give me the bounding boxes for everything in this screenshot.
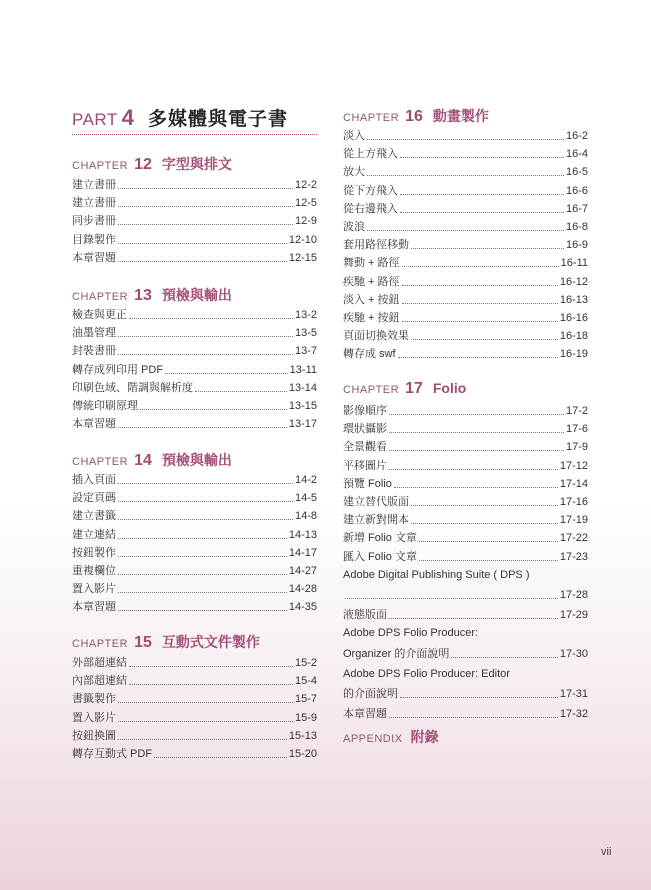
toc-entry-page: 13-5 <box>294 327 317 340</box>
dot-leader <box>419 560 558 561</box>
chapter-number: 16 <box>405 108 423 125</box>
toc-entry[interactable] <box>72 382 317 395</box>
toc-entry-title: 平移圖片 <box>343 459 387 472</box>
chapter-title: Folio <box>432 380 467 396</box>
toc-entry[interactable] <box>343 441 588 454</box>
dot-leader <box>389 450 564 451</box>
chapter-heading <box>72 632 260 652</box>
toc-entry-title: 檢查與更正 <box>72 309 127 321</box>
toc-entry-title: 疾馳 + 路徑 <box>343 275 400 288</box>
dot-leader <box>118 206 293 207</box>
toc-entry-page: 14-17 <box>288 546 317 559</box>
chapter-title: 互動式文件製作 <box>161 634 260 650</box>
toc-entry-page: 16-5 <box>565 166 588 179</box>
toc-entry[interactable] <box>72 179 317 192</box>
toc-entry-title-line: Adobe DPS Folio Producer: Editor <box>343 667 510 680</box>
dot-leader <box>367 139 564 140</box>
appendix-label: APPENDIX <box>343 733 403 745</box>
toc-entry-title: 本章習題 <box>72 601 116 614</box>
toc-entry-title: 印刷色域、階調與解析度 <box>72 381 193 394</box>
toc-entry-page: 17-31 <box>559 688 588 700</box>
dot-leader <box>118 538 287 539</box>
part-label: PART <box>72 110 118 129</box>
toc-entry-page: 12-15 <box>288 251 317 264</box>
toc-entry-page: 17-12 <box>559 459 588 472</box>
toc-entry-page: 13-2 <box>294 309 317 321</box>
toc-entry-title: 舞動 + 路徑 <box>343 257 400 270</box>
dot-leader <box>400 194 564 195</box>
toc-entry-title: 建立書籤 <box>72 510 116 523</box>
dot-leader <box>389 414 564 415</box>
toc-entry-title: 影像順序 <box>343 405 387 417</box>
dot-leader <box>402 303 558 304</box>
toc-entry-title: 封裝書冊 <box>72 345 116 358</box>
toc-entry-title: 轉存成 swf <box>343 348 396 361</box>
dot-leader <box>402 266 559 267</box>
toc-entry[interactable] <box>343 348 588 361</box>
toc-entry[interactable] <box>72 693 317 706</box>
dot-leader <box>451 657 558 658</box>
dot-leader <box>389 717 558 718</box>
toc-entry[interactable] <box>343 423 588 436</box>
dot-leader <box>118 501 293 502</box>
dot-leader <box>129 684 293 685</box>
toc-entry[interactable] <box>72 252 317 265</box>
toc-entry-title-line: Adobe DPS Folio Producer: <box>343 627 479 640</box>
dot-leader <box>118 721 293 722</box>
dot-leader <box>345 598 558 599</box>
toc-entry-title: 預覽 Folio <box>343 477 392 490</box>
toc-entry[interactable] <box>72 565 317 578</box>
toc-entry[interactable] <box>72 492 317 505</box>
chapter-title: 預檢與輸出 <box>161 452 232 468</box>
toc-entry-page: 17-16 <box>559 496 588 508</box>
toc-entry-title: 建立書冊 <box>72 197 116 210</box>
toc-entry-title: 液態版面 <box>343 609 387 622</box>
toc-entry-page: 15-2 <box>294 657 317 669</box>
chapter-title: 預檢與輸出 <box>161 287 232 303</box>
toc-entry-page: 16-8 <box>565 221 588 233</box>
toc-entry-title: 從右邊飛入 <box>343 202 398 215</box>
toc-entry[interactable] <box>343 221 588 234</box>
toc-entry[interactable] <box>72 400 317 413</box>
toc-entry[interactable] <box>72 601 317 614</box>
dot-leader <box>195 391 287 392</box>
dot-leader <box>118 427 287 428</box>
appendix-heading <box>343 727 439 747</box>
toc-entry[interactable] <box>72 234 317 247</box>
toc-entry-title: 從下方飛入 <box>343 184 398 197</box>
dot-leader <box>400 697 558 698</box>
toc-entry[interactable] <box>343 203 588 216</box>
toc-entry-title: 本章習題 <box>343 708 387 721</box>
toc-entry-title: 匯入 Folio 文章 <box>343 550 417 563</box>
toc-entry[interactable] <box>72 309 317 322</box>
toc-entry[interactable] <box>343 609 588 622</box>
toc-entry-page: 16-4 <box>565 148 588 161</box>
toc-entry[interactable] <box>343 130 588 143</box>
toc-entry-page: 17-28 <box>559 589 588 601</box>
dot-leader <box>118 519 293 520</box>
dot-leader <box>118 261 287 262</box>
toc-entry-page: 16-6 <box>565 184 588 197</box>
dot-leader <box>118 592 287 593</box>
toc-entry-title: 新增 Folio 文章 <box>343 532 417 545</box>
toc-entry-page: 16-12 <box>559 275 588 288</box>
dot-leader <box>118 610 287 611</box>
dot-leader <box>389 618 558 619</box>
toc-entry-title: 本章習題 <box>72 418 116 431</box>
toc-entry[interactable] <box>343 294 588 307</box>
toc-entry-title-line: Adobe Digital Publishing Suite ( DPS ) <box>343 568 530 581</box>
part-title: 多媒體與電子書 <box>148 109 289 130</box>
toc-entry[interactable] <box>72 345 317 358</box>
chapter-number: 15 <box>134 634 152 651</box>
dot-leader <box>129 666 293 667</box>
toc-entry[interactable] <box>343 532 588 545</box>
dot-leader <box>118 702 293 703</box>
dot-leader <box>129 318 293 319</box>
toc-entry[interactable] <box>343 551 588 564</box>
toc-entry-title: 的介面說明 <box>343 688 398 700</box>
toc-entry[interactable] <box>72 364 317 377</box>
toc-entry[interactable] <box>343 589 588 602</box>
toc-entry[interactable] <box>343 330 588 343</box>
toc-entry-page: 12-5 <box>294 197 317 210</box>
toc-entry-page: 14-27 <box>288 565 317 577</box>
toc-entry-title: 按鈕換圖 <box>72 729 116 742</box>
toc-entry-title: 設定頁碼 <box>72 492 116 505</box>
dot-leader <box>419 541 558 542</box>
dot-leader <box>411 523 558 524</box>
toc-entry[interactable] <box>343 185 588 198</box>
toc-entry[interactable] <box>72 730 317 743</box>
toc-entry[interactable] <box>72 583 317 596</box>
toc-entry-page: 16-16 <box>559 312 588 324</box>
chapter-heading <box>72 154 232 174</box>
toc-entry-title: 書籤製作 <box>72 693 116 706</box>
chapter-heading <box>343 380 466 398</box>
dot-leader <box>118 739 287 740</box>
chapter-label: CHAPTER <box>72 638 129 650</box>
toc-entry-page: 16-11 <box>560 257 588 270</box>
chapter-title: 動畫製作 <box>432 108 489 124</box>
dot-leader <box>118 336 293 337</box>
toc-entry-title: 頁面切換效果 <box>343 330 409 343</box>
toc-entry-page: 14-2 <box>294 474 317 486</box>
toc-entry[interactable] <box>72 327 317 340</box>
toc-entry-page: 16-19 <box>559 348 588 361</box>
toc-entry[interactable] <box>72 657 317 670</box>
toc-entry[interactable] <box>72 418 317 431</box>
toc-entry-page: 17-32 <box>559 708 588 721</box>
toc-entry-page: 14-5 <box>294 492 317 505</box>
toc-entry[interactable] <box>343 688 588 701</box>
toc-entry-page: 17-14 <box>559 477 588 490</box>
toc-entry-title: 建立替代版面 <box>343 496 409 508</box>
toc-entry-title: 重複欄位 <box>72 565 116 577</box>
toc-entry-title: 放大 <box>343 166 365 179</box>
toc-entry[interactable] <box>72 712 317 725</box>
toc-entry-title: 從上方飛入 <box>343 148 398 161</box>
toc-entry-page: 14-35 <box>288 601 317 614</box>
toc-entry[interactable] <box>72 675 317 688</box>
toc-entry-title: 外部超連結 <box>72 657 127 669</box>
toc-entry-page: 12-10 <box>288 233 317 246</box>
toc-entry-title: Organizer 的介面說明 <box>343 647 450 660</box>
dot-leader <box>118 354 293 355</box>
toc-entry-page: 15-13 <box>288 729 317 742</box>
chapter-number: 12 <box>134 156 152 173</box>
chapter-number: 13 <box>134 287 152 304</box>
toc-entry-title: 置入影片 <box>72 583 116 596</box>
part-number: 4 <box>121 105 135 130</box>
toc-entry-page: 16-7 <box>565 202 588 215</box>
toc-entry-title: 套用路徑移動 <box>343 239 409 252</box>
toc-entry[interactable] <box>72 197 317 210</box>
dot-leader <box>394 487 558 488</box>
dot-leader <box>154 757 287 758</box>
part-heading <box>72 104 317 135</box>
dot-leader <box>411 505 558 506</box>
dot-leader <box>367 175 564 176</box>
dot-leader <box>367 230 564 231</box>
chapter-heading <box>343 106 489 126</box>
toc-entry-title: 同步書冊 <box>72 215 116 228</box>
chapter-heading <box>72 285 232 305</box>
toc-entry-page: 12-9 <box>294 215 317 228</box>
toc-entry-title: 疾馳 + 按鈕 <box>343 312 400 324</box>
toc-entry[interactable] <box>343 312 588 325</box>
toc-entry-title: 環狀攝影 <box>343 423 387 436</box>
toc-entry-title: 內部超連結 <box>72 675 127 688</box>
chapter-number: 14 <box>134 452 152 469</box>
toc-entry[interactable] <box>343 460 588 473</box>
toc-entry-title: 油墨管理 <box>72 327 116 340</box>
toc-entry[interactable] <box>343 257 588 270</box>
dot-leader <box>400 212 564 213</box>
chapter-label: CHAPTER <box>72 291 129 303</box>
toc-entry-page: 13-7 <box>294 345 317 358</box>
toc-entry-page: 14-8 <box>294 510 317 523</box>
dot-leader <box>411 339 558 340</box>
dot-leader <box>118 224 293 225</box>
toc-entry-title: 淡入 + 按鈕 <box>343 293 400 306</box>
toc-entry-title: 按鈕製作 <box>72 546 116 559</box>
toc-entry-title: 建立書冊 <box>72 179 116 191</box>
toc-entry-title: 置入影片 <box>72 711 116 724</box>
toc-entry[interactable] <box>72 529 317 542</box>
toc-entry[interactable] <box>343 648 588 661</box>
toc-entry-title: 建立新對開本 <box>343 514 409 527</box>
toc-entry-page: 15-20 <box>288 748 317 760</box>
chapter-title: 字型與排文 <box>161 156 232 172</box>
dot-leader <box>118 243 287 244</box>
toc-entry-page: 17-2 <box>565 405 588 417</box>
toc-entry[interactable] <box>72 547 317 560</box>
toc-entry-page: 14-28 <box>288 583 317 596</box>
dot-leader <box>140 409 287 410</box>
toc-entry[interactable] <box>343 478 588 491</box>
dot-leader <box>402 321 558 322</box>
toc-entry-title: 轉存互動式 PDF <box>72 748 153 760</box>
chapter-number: 17 <box>405 380 423 397</box>
toc-entry-page: 17-22 <box>559 532 588 545</box>
toc-entry-page: 15-7 <box>294 693 317 706</box>
chapter-label: CHAPTER <box>343 384 400 396</box>
toc-entry-page: 15-9 <box>294 711 317 724</box>
dot-leader <box>165 373 288 374</box>
dot-leader <box>402 285 558 286</box>
toc-entry-page: 12-2 <box>294 179 317 191</box>
page-number: vii <box>601 846 612 858</box>
toc-entry-page: 13-17 <box>288 418 317 431</box>
toc-entry-title: 傳統印刷原理 <box>72 400 138 412</box>
chapter-label: CHAPTER <box>343 112 400 124</box>
toc-entry-title: 目錄製作 <box>72 233 116 246</box>
toc-entry-page: 13-11 <box>289 363 317 376</box>
toc-entry[interactable] <box>343 514 588 527</box>
appendix-title: 附錄 <box>410 729 439 745</box>
toc-entry-page: 14-13 <box>288 528 317 541</box>
chapter-label: CHAPTER <box>72 456 129 468</box>
toc-entry-page: 13-14 <box>288 381 317 394</box>
toc-entry-title: 轉存成列印用 PDF <box>72 363 164 376</box>
chapter-heading <box>72 450 232 470</box>
toc-entry-page: 17-30 <box>559 647 588 660</box>
toc-entry-title: 全景觀看 <box>343 441 387 454</box>
toc-entry[interactable] <box>72 215 317 228</box>
toc-entry-title: 淡入 <box>343 130 365 142</box>
toc-entry-page: 17-19 <box>559 514 588 527</box>
toc-entry-title: 插入頁面 <box>72 474 116 486</box>
dot-leader <box>411 248 564 249</box>
toc-entry-page: 17-9 <box>565 441 588 454</box>
dot-leader <box>389 469 558 470</box>
toc-entry-page: 17-23 <box>559 550 588 563</box>
dot-leader <box>118 483 293 484</box>
toc-entry-page: 16-2 <box>565 130 588 142</box>
toc-entry-page: 16-9 <box>565 239 588 252</box>
toc-entry-title: 本章習題 <box>72 251 116 264</box>
toc-entry-page: 15-4 <box>294 675 317 688</box>
dot-leader <box>389 432 564 433</box>
chapter-label: CHAPTER <box>72 160 129 172</box>
toc-entry[interactable] <box>72 474 317 487</box>
toc-entry[interactable] <box>343 708 588 721</box>
toc-entry[interactable] <box>343 239 588 252</box>
toc-entry[interactable] <box>343 166 588 179</box>
toc-entry[interactable] <box>343 496 588 509</box>
toc-entry-page: 17-6 <box>565 423 588 436</box>
toc-entry-title: 建立連結 <box>72 528 116 541</box>
dot-leader <box>118 574 287 575</box>
toc-entry-page: 13-15 <box>288 400 317 412</box>
dot-leader <box>118 188 293 189</box>
toc-entry[interactable] <box>343 276 588 289</box>
dot-leader <box>400 157 564 158</box>
toc-entry[interactable] <box>72 748 317 761</box>
dot-leader <box>398 357 558 358</box>
toc-entry[interactable] <box>72 510 317 523</box>
toc-entry-page: 16-13 <box>559 293 588 306</box>
toc-entry-page: 17-29 <box>559 609 588 622</box>
dot-leader <box>118 556 287 557</box>
toc-entry-title: 波浪 <box>343 221 365 233</box>
toc-entry[interactable] <box>343 405 588 418</box>
toc-entry[interactable] <box>343 148 588 161</box>
toc-entry-page: 16-18 <box>559 330 588 343</box>
